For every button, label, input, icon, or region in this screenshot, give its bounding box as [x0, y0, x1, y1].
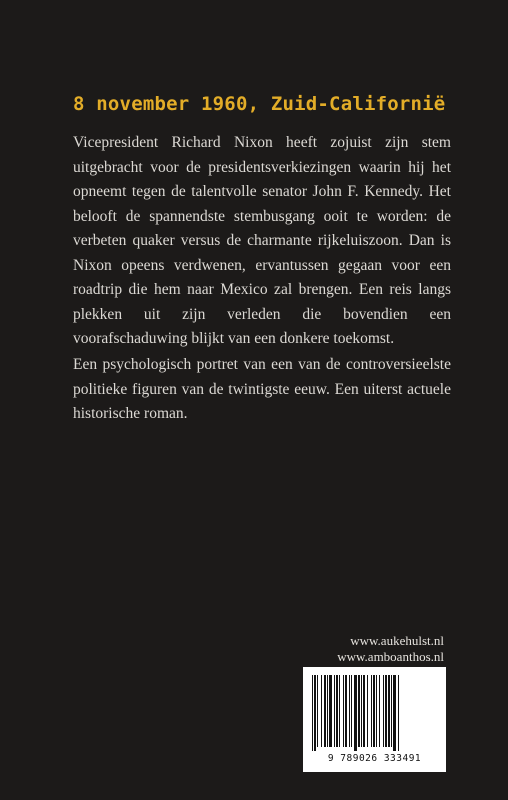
date-heading: 8 november 1960, Zuid-Californië	[73, 93, 446, 115]
publisher-urls	[337, 633, 444, 665]
isbn-number: 9 789026 333491	[327, 753, 422, 764]
barcode-bars	[303, 667, 446, 753]
blurb-paragraph-1: Vicepresident Richard Nixon heeft zojuist zijn stem uitgebracht voor de presidentsverkiezingen waarin hij het opneemt tegen de talentvolle senator John F. Kennedy. Het belooft de spannendste stembusgang ooit te worden: de verbeten quaker versus de charmante rijkeluiszoon. Dan is Nixon opeens verdwenen, ervantussen gegaan voor een roadtrip die hem naar Mexico zal brengen. Een reis langs plekken uit zijn verleden die bovendien een voorafschaduwing blijkt van een donkere toekomst.	[73, 134, 451, 347]
blurb-paragraph-2: Een psychologisch portret van een van de controversieelste politieke figuren van de twintigste eeuw. Een uiterst actuele historische roman.	[73, 356, 451, 422]
publisher-website: www.amboanthos.nl	[337, 649, 444, 664]
author-website: www.aukehulst.nl	[350, 633, 444, 648]
barcode	[303, 667, 446, 772]
